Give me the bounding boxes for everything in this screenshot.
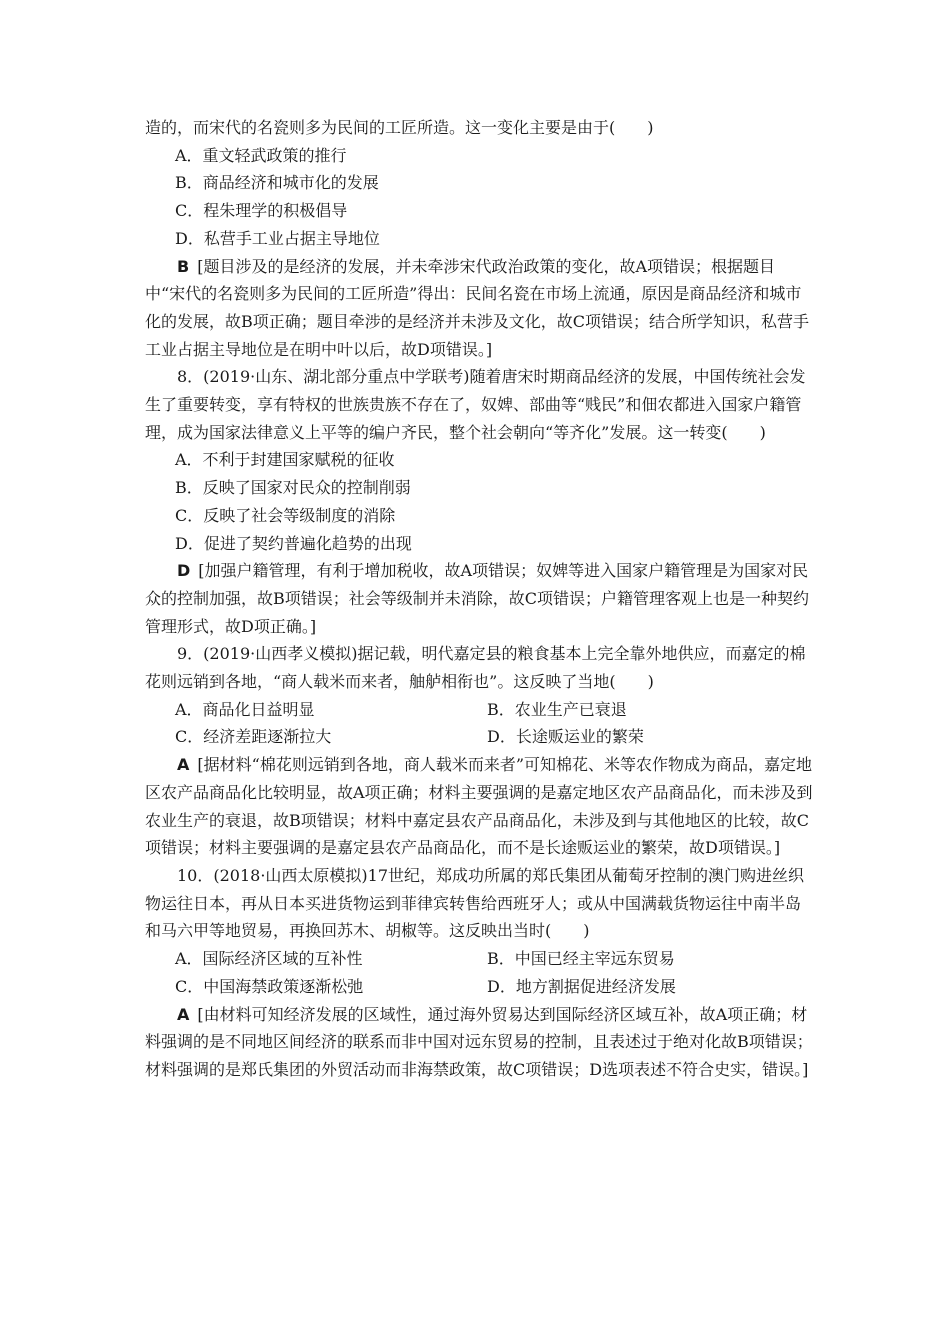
q8-option-a: A．不利于封建国家赋税的征收	[175, 450, 395, 470]
q10-options-row-1	[145, 945, 813, 973]
q7-option-d: D．私营手工业占据主导地位	[175, 228, 380, 248]
q8-explanation: [加强户籍管理，有利于增加税收，故A项错误；奴婢等进入国家户籍管理是为国家对民众的控制加强，故B项错误；社会等级制并未消除，故C项错误；户籍管理客观上也是一种契约管理形式，故D项正确。]	[145, 561, 810, 636]
q10-option-a: A．国际经济区域的互补性	[175, 949, 363, 969]
q10-explanation: [由材料可知经济发展的区域性，通过海外贸易达到国际经济区域互补，故A项正确；材料强调的是不同地区间经济的联系而非中国对远东贸易的控制，且表述过于绝对化故B项错误；材料强调的是郑氏集团的外贸活动而非海禁政策，故C项错误；D选项表述不符合史实，错误。]	[145, 1004, 813, 1079]
q10-stem: 10．(2018·山西太原模拟)17世纪，郑成功所属的郑氏集团从葡萄牙控制的澳门购进丝织物运往日本，再从日本买进货物运到菲律宾转售给西班牙人；或从中国满载货物运往中南半岛和马六甲等地贸易，再换回苏木、胡椒等。这反映出当时( )	[145, 865, 805, 941]
q8-option-c: C．反映了社会等级制度的消除	[175, 505, 396, 525]
q7-answer: B	[177, 256, 190, 276]
q7-option-a: A．重文轻武政策的推行	[175, 145, 347, 165]
q10-answer-block	[145, 1001, 813, 1084]
q10-answer: A	[177, 1004, 190, 1024]
q8-answer-block	[145, 557, 813, 640]
q9-answer: A	[177, 755, 190, 775]
q9-stem: 9．(2019·山西孝义模拟)据记载，明代嘉定县的粮食基本上完全靠外地供应，而嘉定的棉花则远销到各地，“商人载米而来者，舳舻相衔也”。这反映了当地( )	[145, 644, 806, 692]
q9-option-a: A．商品化日益明显	[175, 699, 315, 719]
q9-option-b: B．农业生产已衰退	[487, 699, 627, 719]
q9-option-c: C．经济差距逐渐拉大	[175, 727, 332, 747]
q10-option-c: C．中国海禁政策逐渐松弛	[175, 976, 364, 996]
q7-answer-block	[145, 253, 813, 364]
q8-option-d: D．促进了契约普遍化趋势的出现	[175, 533, 412, 553]
q10-option-d: D．地方割据促进经济发展	[487, 976, 676, 996]
q7-explanation: [题目涉及的是经济的发展，并未牵涉宋代政治政策的变化，故A项错误；根据题目中“宋代的名瓷则多为民间的工匠所造”得出：民间名瓷在市场上流通，原因是商品经济和城市化的发展，故B项正确；题目牵涉的是经济并未涉及文化，故C项错误；结合所学知识，私营手工业占据主导地位是在明中叶以后，故D项错误。]	[145, 256, 810, 359]
document-page	[145, 114, 813, 1084]
q7-option-c: C．程朱理学的积极倡导	[175, 201, 348, 221]
q7-option-b: B．商品经济和城市化的发展	[175, 173, 379, 193]
q9-options-row-2	[145, 723, 813, 751]
q9-explanation: [据材料“棉花则远销到各地，商人载米而来者”可知棉花、米等农作物成为商品，嘉定地区农产品商品化比较明显，故A项正确；材料主要强调的是嘉定地区农产品商品化，而未涉及到农业生产的衰退，故B项错误；材料中嘉定县农产品商品化，未涉及到与其他地区的比较，故C项错误；材料主要强调的是嘉定县农产品商品化，而不是长途贩运业的繁荣，故D项错误。]	[145, 755, 813, 858]
q7-stem: 造的，而宋代的名瓷则多为民间的工匠所造。这一变化主要是由于( )	[145, 118, 654, 137]
q10-options-row-2	[145, 973, 813, 1001]
q9-options-row-1	[145, 696, 813, 724]
q8-option-b: B．反映了国家对民众的控制削弱	[175, 478, 411, 498]
q8-stem: 8．(2019·山东、湖北部分重点中学联考)随着唐宋时期商品经济的发展，中国传统社会发生了重要转变，享有特权的世族贵族不存在了，奴婢、部曲等“贱民”和佃农都进入国家户籍管理，成为国家法律意义上平等的编户齐民，整个社会朝向“等齐化”发展。这一转变( )	[145, 367, 806, 442]
q8-answer: D	[177, 561, 191, 581]
q9-answer-block	[145, 751, 813, 862]
q10-option-b: B．中国已经主宰远东贸易	[487, 949, 675, 969]
q9-option-d: D．长途贩运业的繁荣	[487, 727, 644, 747]
